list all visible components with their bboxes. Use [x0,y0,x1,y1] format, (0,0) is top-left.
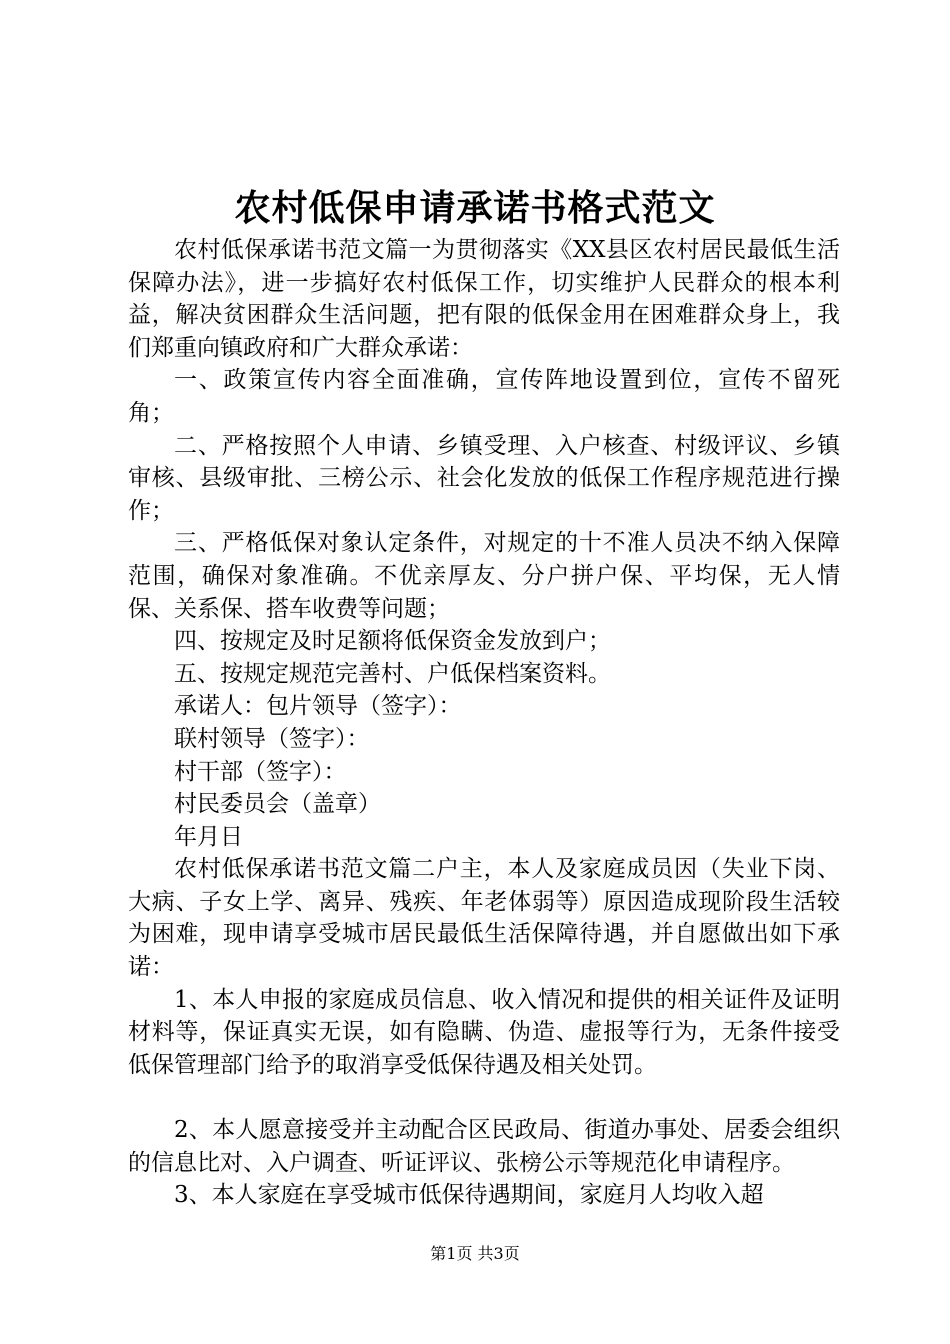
signature-line-village-cadre: 村干部（签字）： [174,758,347,785]
paragraph-pledge-3: 3、本人家庭在享受城市低保待遇期间，家庭月人均收入超 [174,1182,764,1209]
paragraph-intro: 农村低保承诺书范文篇一为贯彻落实《XX县区农村居民最低生活保障办法》，进一步搞好农村低保工作，切实维护人民群众的根本利益，解决贫困群众生活问题，把有限的低保金用在困难群众身上，我们郑重向镇政府和广大群众承诺： [128,237,840,361]
paragraph-item-1: 一、政策宣传内容全面准确，宣传阵地设置到位，宣传不留死角； [128,367,840,426]
paragraph-item-4: 四、按规定及时足额将低保资金发放到户； [174,628,611,655]
paragraph-item-2: 二、严格按照个人申请、乡镇受理、入户核查、村级评议、乡镇审核、县级审批、三榜公示、社会化发放的低保工作程序规范进行操作； [128,432,840,524]
signature-line-committee-seal: 村民委员会（盖章） [174,791,381,818]
signature-line-village-leader: 联村领导（签字）： [174,725,370,752]
date-line: 年月日 [174,823,243,850]
paragraph-pledge-1: 1、本人申报的家庭成员信息、收入情况和提供的相关证件及证明材料等，保证真实无误，如有隐瞒、伪造、虚报等行为，无条件接受低保管理部门给予的取消享受低保待遇及相关处罚。 [128,986,840,1078]
document-title: 农村低保申请承诺书格式范文 [234,187,716,229]
page-number-footer: 第1页 共3页 [430,1244,520,1263]
paragraph-item-5: 五、按规定规范完善村、户低保档案资料。 [174,660,611,687]
document-body [128,234,840,1212]
paragraph-item-3: 三、严格低保对象认定条件，对规定的十不准人员决不纳入保障范围，确保对象准确。不优亲厚友、分户拼户保、平均保，无人情保、关系保、搭车收费等问题； [128,530,840,622]
paragraph-sample-two: 农村低保承诺书范文篇二户主，本人及家庭成员因（失业下岗、大病、子女上学、离异、残疾、年老体弱等）原因造成现阶段生活较为困难，现申请享受城市居民最低生活保障待遇，并自愿做出如下承诺： [128,856,840,981]
signature-line-promisor: 承诺人：包片领导（签字）： [174,693,462,720]
paragraph-pledge-2: 2、本人愿意接受并主动配合区民政局、街道办事处、居委会组织的信息比对、入户调查、听证评议、张榜公示等规范化申请程序。 [128,1117,840,1176]
blank-line [128,1081,840,1114]
